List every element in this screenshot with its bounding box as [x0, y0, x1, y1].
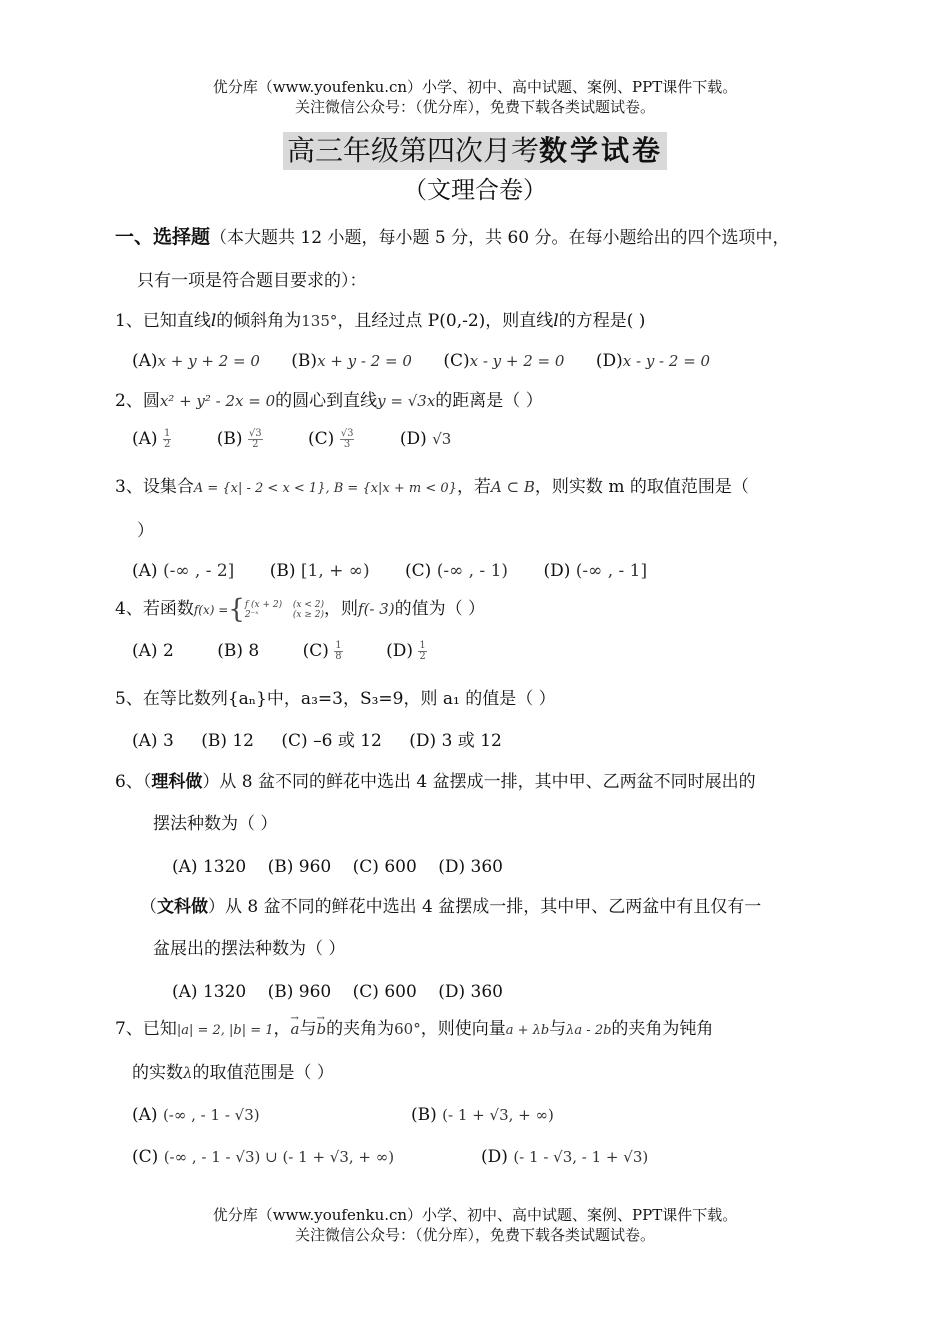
- q7-text-i: 的取值范围是（ ）: [192, 1063, 334, 1083]
- fraction: [334, 641, 342, 662]
- numerator: 1: [335, 640, 342, 651]
- option-label: (B): [201, 731, 227, 751]
- option-label: (C): [308, 429, 335, 449]
- section-desc-2: 只有一项是符合题目要求的）：: [137, 271, 367, 291]
- q2-option-c[interactable]: [308, 428, 354, 450]
- section-desc-1: （本大题共 12 小题，每小题 5 分，共 60 分。在每小题给出的四个选项中，: [210, 228, 790, 248]
- q5-option-c[interactable]: [281, 730, 381, 752]
- fraction: [163, 429, 171, 450]
- option-expr: (-∞ , - 1): [436, 561, 509, 581]
- title-bold: 数学试卷: [539, 134, 664, 167]
- denominator: 2: [163, 439, 171, 450]
- option-expr: x - y + 2 = 0: [469, 352, 565, 370]
- option-label: (C): [302, 641, 329, 661]
- q4-piece-2: 2⁻ˣ: [244, 609, 259, 620]
- option-expr: x + y + 2 = 0: [157, 352, 260, 370]
- q6-sci-option-c[interactable]: [353, 856, 417, 878]
- q1-option-b[interactable]: [291, 350, 412, 372]
- fraction: [340, 429, 355, 450]
- header-line-2: 关注微信公众号：（优分库），免费下载各类试题试卷。: [294, 98, 655, 116]
- question-2-stem: [115, 390, 543, 412]
- option-expr: x - y - 2 = 0: [622, 352, 711, 370]
- fraction: [248, 429, 263, 450]
- q2-text-a: 2、圆: [115, 391, 160, 411]
- q7-text-e: ，则使向量: [420, 1019, 506, 1039]
- option-label: (D): [386, 641, 413, 661]
- q4-piecewise-values: [245, 600, 282, 620]
- footer-line-2: 关注微信公众号：（优分库），免费下载各类试题试卷。: [294, 1226, 655, 1244]
- denominator: 2: [419, 651, 426, 662]
- q1-line-symbol-2: l: [553, 311, 559, 331]
- option-label: (D): [543, 561, 571, 581]
- denominator: 2: [252, 439, 259, 450]
- q6-lib-prefix: （: [140, 897, 157, 917]
- q3-text-c: ，则实数 m 的取值范围是（: [534, 477, 749, 497]
- denominator: 8: [335, 651, 342, 662]
- q2-option-a[interactable]: [132, 428, 171, 450]
- option-label: (A): [172, 982, 198, 1002]
- q1-text-b: 的倾斜角为: [216, 311, 302, 331]
- q1-option-c[interactable]: [443, 350, 564, 372]
- option-label: (C): [352, 857, 379, 877]
- option-label: (B): [269, 561, 296, 581]
- q1-text-d: 的方程是( ): [558, 311, 646, 331]
- option-expr: √3: [432, 430, 452, 448]
- option-expr: 2: [162, 641, 174, 661]
- question-3-stem: [115, 476, 749, 500]
- q3-relation: A ⊂ B: [490, 478, 535, 496]
- q7-vector-2: λa - 2b: [566, 1023, 612, 1038]
- q6-prefix: 6、（: [115, 772, 152, 792]
- q4-option-a[interactable]: [132, 640, 174, 662]
- option-expr: (-∞ , - 1 - √3) ∪ (- 1 + √3, + ∞): [163, 1148, 395, 1166]
- option-label: (D): [409, 731, 437, 751]
- option-expr: x + y - 2 = 0: [317, 352, 412, 370]
- question-3-options: [132, 560, 673, 582]
- q1-text-c: ，且经过点 P(0,-2)，则直线: [337, 311, 554, 331]
- q7-text-g: 的夹角为钝角: [611, 1019, 714, 1039]
- q3-text-a: 3、设集合: [115, 477, 194, 497]
- q6-sci-option-b[interactable]: [268, 856, 332, 878]
- question-6-lib-stem: [140, 896, 761, 918]
- q4-option-d[interactable]: [386, 640, 427, 662]
- q7-vector-b: → b: [317, 1018, 327, 1040]
- denominator: 3: [343, 439, 351, 450]
- q2-circle-eq: x² + y² - 2x = 0: [159, 392, 276, 410]
- q7-text-f: 与: [549, 1019, 567, 1039]
- question-6-sci-stem: [115, 771, 756, 793]
- option-label: (C): [352, 982, 379, 1002]
- q5-option-a[interactable]: [132, 730, 174, 752]
- q4-text-b: ，则: [324, 599, 359, 619]
- header-line-1: 优分库（www.youfenku.cn）小学、初中、高中试题、案例、PPT课件下载。: [212, 78, 738, 96]
- q7-vector-a: → a: [291, 1018, 300, 1040]
- option-expr: 3: [162, 731, 174, 751]
- title-main: 高三年级第四次月考: [286, 134, 539, 167]
- footer-line-1: 优分库（www.youfenku.cn）小学、初中、高中试题、案例、PPT课件下载。: [212, 1206, 738, 1224]
- q4-option-b[interactable]: [217, 640, 259, 662]
- option-label: (B): [216, 429, 243, 449]
- option-expr: 3 或 12: [441, 731, 502, 751]
- q7-text-d: 的夹角为: [326, 1019, 395, 1039]
- option-label: (D): [399, 429, 427, 449]
- q3-text-d: ）: [137, 521, 154, 541]
- q2-option-b[interactable]: [217, 428, 263, 450]
- q3-option-d[interactable]: [543, 560, 647, 582]
- q6-sci-option-d[interactable]: [438, 856, 503, 878]
- question-7-stem: [115, 1018, 713, 1042]
- q7-text-a: 7、已知: [115, 1019, 177, 1039]
- q3-option-c[interactable]: [405, 560, 508, 582]
- option-expr: (-∞ , - 1 - √3): [162, 1106, 260, 1124]
- q5-option-b[interactable]: [201, 730, 254, 752]
- q7-lambda: λ: [183, 1064, 193, 1082]
- option-expr: 1320: [202, 857, 247, 877]
- question-5-stem: 5、在等比数列{aₙ}中，a₃=3，S₃=9，则 a₁ 的值是（ ）: [115, 689, 556, 709]
- fraction: [418, 641, 426, 662]
- q4-cond-2: (x ≥ 2): [292, 609, 325, 620]
- q6-sci-option-a[interactable]: [172, 856, 246, 878]
- numerator: √3: [248, 428, 262, 439]
- option-label: (A): [132, 731, 158, 751]
- question-2-options: [132, 428, 477, 450]
- q1-line-symbol: l: [210, 311, 217, 331]
- q4-function-name: f(x) =: [193, 603, 229, 617]
- option-label: (B): [267, 857, 294, 877]
- question-6-lib-options: [172, 981, 529, 1003]
- option-label: (D): [438, 982, 466, 1002]
- page-subtitle: （文理合卷）: [403, 176, 547, 204]
- q7-text-b: ，: [273, 1019, 291, 1039]
- q7-angle: 60°: [394, 1020, 421, 1038]
- q2-line-eq: y = √3x: [377, 392, 436, 410]
- q1-option-d[interactable]: [596, 350, 710, 372]
- title-wrap: [0, 132, 950, 170]
- option-expr: (-∞ , - 1]: [575, 561, 648, 581]
- q7-text-h: 的实数: [132, 1063, 183, 1083]
- option-expr: 8: [248, 641, 260, 661]
- question-1-stem: [115, 310, 645, 332]
- question-7-stem-2: [132, 1062, 334, 1084]
- option-label: (C): [132, 1147, 159, 1167]
- q6-lib-option-a[interactable]: [172, 981, 246, 1003]
- q2-text-b: 的圆心到直线: [275, 391, 378, 411]
- option-label: (B): [411, 1105, 437, 1125]
- option-expr: (- 1 + √3, + ∞): [442, 1106, 554, 1124]
- option-expr: 960: [298, 857, 332, 877]
- q1-angle: 135°: [301, 312, 338, 330]
- q2-text-c: 的距离是（ ）: [435, 391, 543, 411]
- option-label: (A): [132, 641, 158, 661]
- q3-option-b[interactable]: [270, 560, 370, 582]
- option-expr: 360: [470, 982, 503, 1002]
- q7-option-d[interactable]: [481, 1146, 648, 1168]
- option-expr: 12: [232, 731, 254, 751]
- numerator: 1: [163, 428, 171, 439]
- option-expr: [1, + ∞): [300, 561, 370, 581]
- q4-piecewise-conds: [293, 600, 324, 620]
- option-expr: (-∞ , - 2]: [162, 561, 235, 581]
- q2-option-d[interactable]: [400, 428, 451, 450]
- option-label: (D): [595, 351, 623, 371]
- q7-vector-1: a + λb: [505, 1023, 550, 1038]
- q4-cond-1: (x < 2): [292, 599, 325, 610]
- option-label: (C): [443, 351, 470, 371]
- option-label: (D): [438, 857, 466, 877]
- q7-option-b[interactable]: [411, 1104, 554, 1126]
- numerator: √3: [340, 428, 354, 439]
- option-expr: 600: [384, 982, 417, 1002]
- q7-text-c: 与: [299, 1019, 317, 1039]
- question-6-sci-options: [172, 856, 529, 878]
- q6-lib-option-c[interactable]: [353, 981, 417, 1003]
- q1-text-a: 1、已知直线: [115, 311, 211, 331]
- option-expr: (- 1 - √3, - 1 + √3): [513, 1148, 649, 1166]
- q7-option-c[interactable]: [132, 1146, 394, 1168]
- q4-option-c[interactable]: [303, 640, 343, 662]
- option-label: (A): [132, 351, 158, 371]
- option-expr: –6 或 12: [313, 731, 382, 751]
- q6-sci-text-2: 摆法种数为（ ）: [153, 814, 278, 834]
- q3-sets: A = {x| - 2 < x < 1}, B = {x|x + m < 0}: [193, 481, 457, 496]
- option-label: (A): [172, 857, 198, 877]
- q7-condition: |a| = 2, |b| = 1: [176, 1023, 274, 1038]
- section-heading-line: [115, 226, 790, 249]
- q4-piece-1: f (x + 2): [244, 599, 283, 610]
- option-label: (B): [267, 982, 294, 1002]
- option-label: (B): [291, 351, 318, 371]
- option-expr: 1320: [202, 982, 247, 1002]
- option-label: (C): [405, 561, 432, 581]
- option-label: (A): [132, 1105, 158, 1125]
- option-expr: 960: [298, 982, 332, 1002]
- q4-brace: {: [228, 594, 245, 625]
- q3-text-b: ，若: [456, 477, 491, 497]
- option-label: (A): [132, 429, 158, 449]
- option-label: (B): [217, 641, 243, 661]
- q4-text-c: 的值为（ ）: [394, 599, 486, 619]
- section-heading: 一、选择题: [115, 226, 211, 248]
- question-5-options: [132, 730, 528, 752]
- question-4-stem: [115, 594, 486, 625]
- option-label: (D): [481, 1147, 508, 1167]
- q6-lib-option-d[interactable]: [438, 981, 503, 1003]
- option-expr: 360: [470, 857, 503, 877]
- page-title: [283, 132, 667, 170]
- q4-fvalue: f(- 3): [358, 600, 395, 618]
- numerator: 1: [419, 640, 426, 651]
- question-4-options: [132, 640, 453, 662]
- q6-lib-tag: 文科做: [157, 897, 208, 917]
- q6-lib-option-b[interactable]: [268, 981, 332, 1003]
- option-label: (A): [132, 561, 158, 581]
- q6-sci-tag: 理科做: [151, 772, 203, 792]
- q6-sci-text: ）从 8 盆不同的鲜花中选出 4 盆摆成一排，其中甲、乙两盆不同时展出的: [202, 772, 756, 792]
- q5-option-d[interactable]: [409, 730, 502, 752]
- q4-text-a: 4、若函数: [115, 599, 194, 619]
- q3-option-a[interactable]: [132, 560, 234, 582]
- option-label: (C): [281, 731, 308, 751]
- question-1-options: [132, 350, 736, 372]
- option-expr: 600: [384, 857, 417, 877]
- q6-lib-text: ）从 8 盆不同的鲜花中选出 4 盆摆成一排，其中甲、乙两盆中有且仅有一: [208, 897, 762, 917]
- q1-option-a[interactable]: [132, 350, 260, 372]
- q6-lib-text-2: 盆展出的摆法种数为（ ）: [153, 939, 346, 959]
- q7-option-a[interactable]: [132, 1104, 260, 1126]
